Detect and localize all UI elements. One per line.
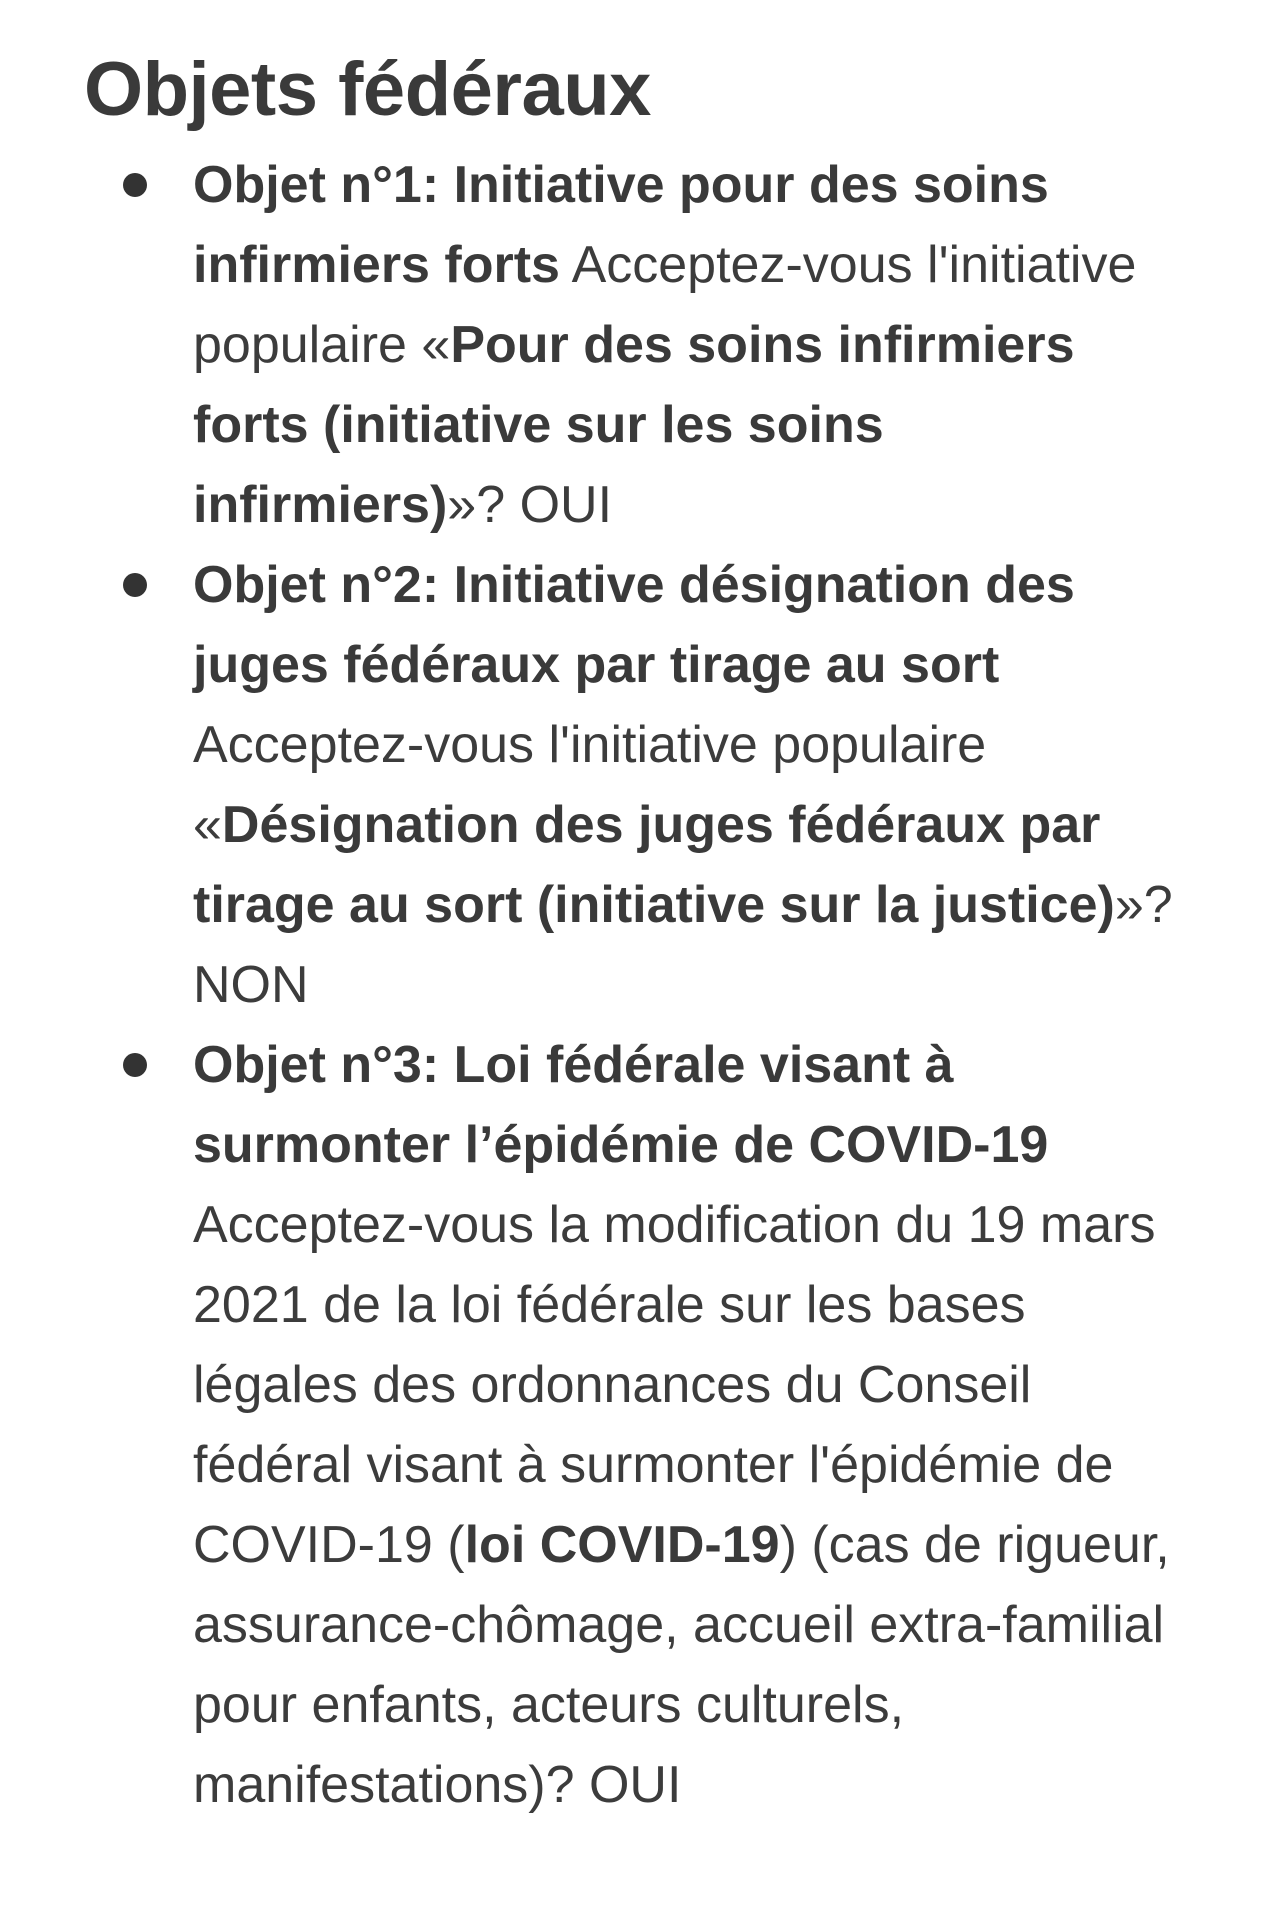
question-text: Acceptez-vous l'initiative populaire « [193, 716, 987, 854]
federal-objects-list [0, 145, 1284, 1825]
question-answer: »? OUI [447, 476, 613, 534]
list-item-object-3 [0, 1025, 1284, 1825]
object-title: Objet n°1: Initiative pour des soins infirmiers forts [193, 156, 1049, 294]
section-heading: Objets fédéraux [84, 47, 651, 132]
bullet-icon [123, 1053, 147, 1077]
initiative-name: Pour des soins infirmiers forts (initiative sur les soins infirmiers) [193, 316, 1075, 534]
list-item-object-1 [0, 145, 1284, 545]
bullet-icon [123, 173, 147, 197]
law-short-name: loi COVID-19 [464, 1516, 780, 1574]
object-title: Objet n°3: Loi fédérale visant à surmonter l’épidémie de COVID-19 [193, 1036, 1049, 1174]
bullet-icon [123, 573, 147, 597]
object-title: Objet n°2: Initiative désignation des juges fédéraux par tirage au sort [193, 556, 1075, 694]
list-item-object-2 [0, 545, 1284, 1025]
question-text: Acceptez-vous la modification du 19 mars 2021 de la loi fédérale sur les bases légales des ordonnances du Conseil fédéral visant à surmonter l'épidémie de COVID-19 ( [193, 1196, 1156, 1574]
question-answer: ) (cas de rigueur, assurance-chômage, accueil extra-familial pour enfants, acteurs culturels, manifestations)? OUI [193, 1516, 1170, 1814]
initiative-name: Désignation des juges fédéraux par tirage au sort (initiative sur la justice) [193, 796, 1115, 934]
question-answer: »? NON [193, 876, 1173, 1014]
question-text: Acceptez-vous l'initiative populaire « [193, 236, 1137, 374]
